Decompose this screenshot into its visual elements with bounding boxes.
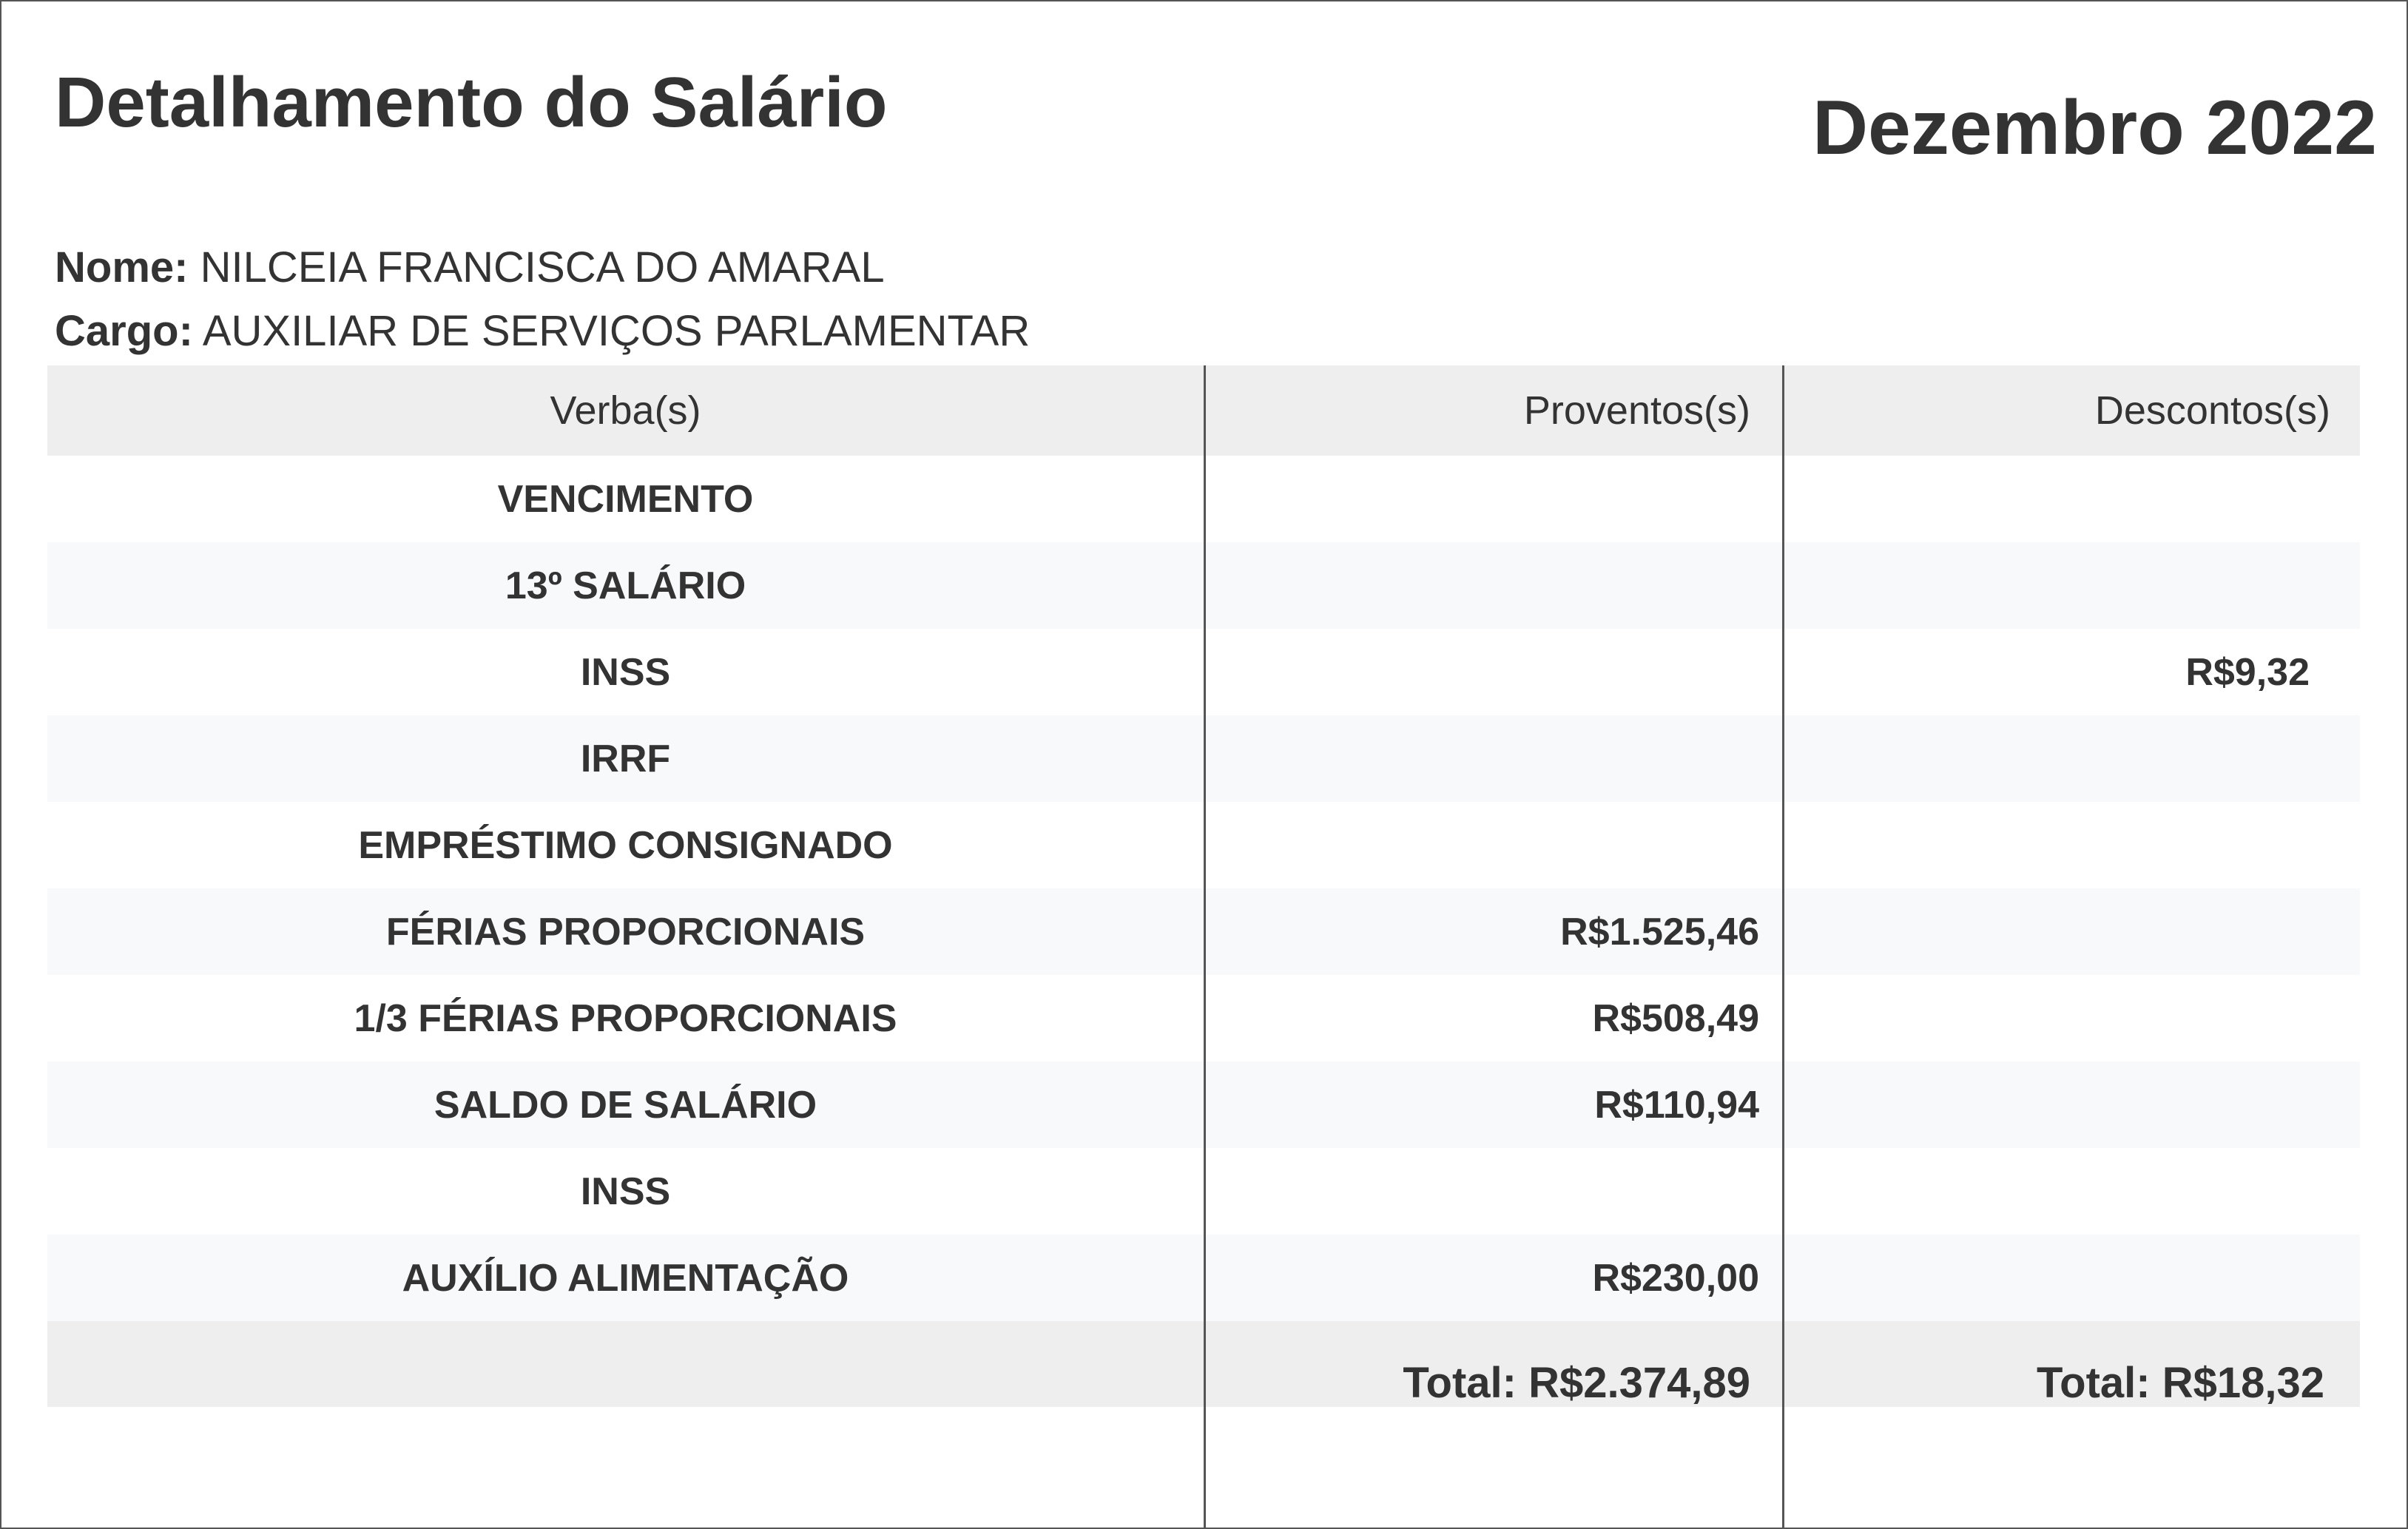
verba-cell: EMPRÉSTIMO CONSIGNADO — [358, 823, 893, 867]
proventos-cell — [1204, 629, 1781, 715]
proventos-cell — [1204, 456, 1781, 542]
name-value: NILCEIA FRANCISCA DO AMARAL — [200, 243, 885, 291]
descontos-cell — [1781, 802, 2360, 888]
descontos-cell — [1781, 1235, 2360, 1321]
verba-cell: SALDO DE SALÁRIO — [434, 1083, 817, 1127]
total-proventos: Total: R$2.374,89 — [1403, 1358, 1750, 1407]
verba-cell: AUXÍLIO ALIMENTAÇÃO — [402, 1256, 849, 1300]
verba-cell: INSS — [580, 1169, 671, 1213]
column-header-proventos: Proventos(s) — [1523, 388, 1750, 433]
verba-cell: 1/3 FÉRIAS PROPORCIONAIS — [354, 996, 897, 1040]
column-divider — [1204, 365, 1206, 1529]
employee-name-line — [55, 243, 885, 292]
total-descontos: Total: R$18,32 — [2037, 1358, 2324, 1407]
verba-cell: VENCIMENTO — [497, 477, 754, 521]
name-label: Nome: — [55, 243, 189, 291]
column-header-verba: Verba(s) — [550, 388, 701, 433]
totals-label-cell — [47, 1321, 1204, 1407]
period-label: Dezembro 2022 — [1812, 85, 2377, 171]
proventos-cell — [1204, 542, 1781, 629]
descontos-cell — [1781, 542, 2360, 629]
proventos-cell: R$230,00 — [1592, 1256, 1759, 1300]
proventos-cell — [1204, 802, 1781, 888]
descontos-cell — [1781, 1061, 2360, 1148]
page-title: Detalhamento do Salário — [55, 63, 888, 142]
proventos-cell — [1204, 715, 1781, 802]
role-value: AUXILIAR DE SERVIÇOS PARLAMENTAR — [202, 307, 1031, 355]
descontos-cell — [1781, 715, 2360, 802]
employee-role-line — [55, 306, 1030, 356]
verba-cell: 13º SALÁRIO — [505, 564, 746, 607]
proventos-cell: R$1.525,46 — [1560, 910, 1759, 953]
descontos-cell — [1781, 1148, 2360, 1235]
descontos-cell — [1781, 456, 2360, 542]
proventos-cell — [1204, 1148, 1781, 1235]
proventos-cell: R$508,49 — [1592, 996, 1759, 1040]
verba-cell: IRRF — [580, 737, 671, 780]
descontos-cell — [1781, 975, 2360, 1061]
proventos-cell: R$110,94 — [1594, 1083, 1759, 1127]
descontos-cell: R$9,32 — [2185, 650, 2310, 694]
verba-cell: INSS — [580, 650, 671, 694]
role-label: Cargo: — [55, 307, 193, 355]
descontos-cell — [1781, 888, 2360, 975]
column-divider — [1782, 365, 1784, 1529]
verba-cell: FÉRIAS PROPORCIONAIS — [385, 910, 866, 953]
column-header-descontos: Descontos(s) — [2094, 388, 2330, 433]
